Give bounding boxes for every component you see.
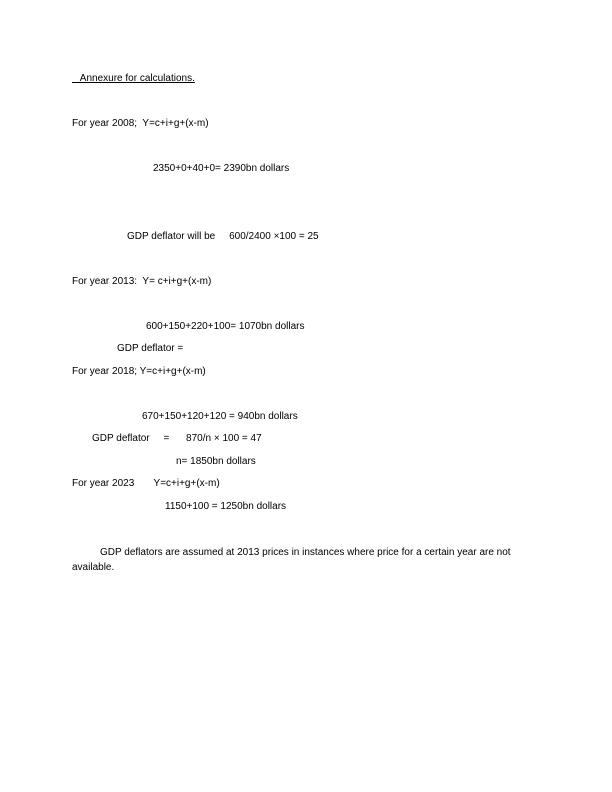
year-2013-calculation: 600+150+220+100= 1070bn dollars	[146, 321, 305, 332]
year-2018-calculation: 670+150+120+120 = 940bn dollars	[142, 411, 298, 422]
year-2008-calculation: 2350+0+40+0= 2390bn dollars	[153, 163, 290, 174]
year-2008-equation: For year 2008; Y=c+i+g+(x-m)	[72, 118, 209, 129]
annexure-title: Annexure for calculations.	[72, 73, 195, 84]
year-2018-gdp-deflator: GDP deflator = 870/n × 100 = 47	[92, 433, 262, 444]
year-2008-gdp-deflator: GDP deflator will be 600/2400 ×100 = 25	[127, 231, 319, 242]
year-2023-equation: For year 2023 Y=c+i+g+(x-m)	[72, 478, 220, 489]
year-2018-equation: For year 2018; Y=c+i+g+(x-m)	[72, 366, 206, 377]
year-2023-calculation: 1150+100 = 1250bn dollars	[165, 501, 287, 512]
assumption-note: GDP deflators are assumed at 2013 prices in instances where price for a certain year are not available.	[72, 547, 511, 573]
year-2013-gdp-deflator: GDP deflator =	[117, 343, 184, 354]
year-2013-equation: For year 2013: Y= c+i+g+(x-m)	[72, 276, 212, 287]
year-2018-n-value: n= 1850bn dollars	[176, 456, 256, 467]
